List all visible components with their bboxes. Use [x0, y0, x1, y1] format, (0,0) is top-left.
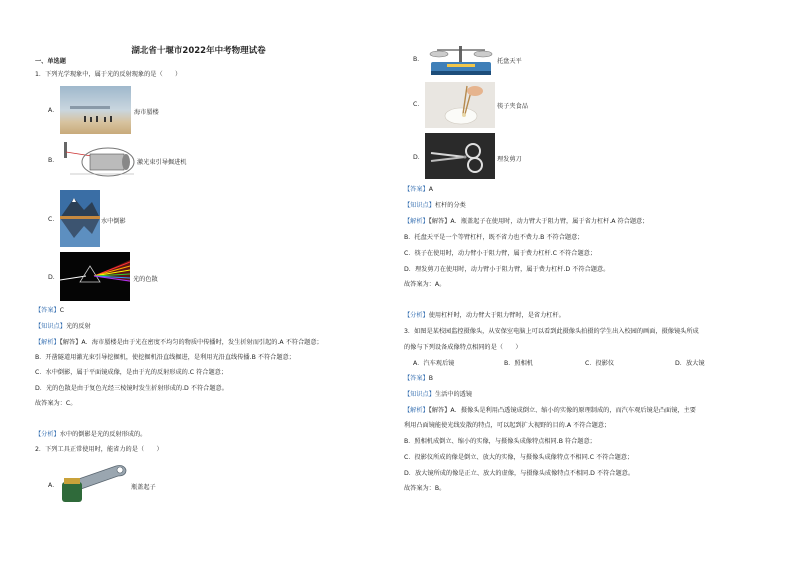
- q2-option-d-label: D．: [413, 154, 424, 161]
- mountain-reflection-icon: [60, 190, 100, 247]
- q2-final-answer: 故答案为：A。: [404, 281, 446, 288]
- q3-option-c: C．投影仪: [585, 360, 615, 367]
- q2-option-a-caption: 瓶盖起子: [131, 484, 156, 491]
- q2-option-b-caption: 托盘天平: [497, 58, 522, 65]
- page-title: 湖北省十堰市2022年中考物理试卷: [131, 46, 266, 56]
- q3-analysis-d: D．放大镜所成的像是正立、放大的虚像，与摄像头成像特点不相同.D 不符合题意。: [404, 470, 635, 477]
- q3-stem-line1: 3．如图是某校园监控摄像头，从安保室电脑上可以看到此摄像头拍摄的学生出入校园的画面，摄像镜头所成: [404, 328, 699, 335]
- q1-fenxi: 水中的倒影是光的反射形成的。: [59, 431, 147, 438]
- q1-option-d-caption: 光的色散: [133, 276, 158, 283]
- dispersion-image: [60, 252, 130, 301]
- q2-analysis-b: B．托盘天平是一个等臂杠杆，既不省力也不费力.B 不符合题意；: [404, 234, 584, 241]
- answer-tag: 【答案】: [404, 186, 429, 193]
- q3-final-answer: 故答案为：B。: [404, 485, 446, 492]
- q1-option-c-caption: 水中倒影: [101, 218, 126, 225]
- bottle-opener-image: [58, 460, 128, 502]
- q1-analysis-c: C．水中倒影，属于平面镜成像，是由于光的反射形成的.C 符合题意；: [35, 369, 228, 376]
- q2-option-d-caption: 理发剪刀: [497, 156, 522, 163]
- balance-image: [425, 40, 495, 78]
- chopsticks-image: [425, 82, 495, 128]
- q2-analysis-a: 【解答】A．瓶盖起子在使用时，动力臂大于阻力臂，属于省力杠杆.A 符合题意；: [428, 218, 649, 225]
- bottle-opener-icon: [58, 460, 128, 502]
- answer-tag: 【答案】: [404, 375, 429, 382]
- q1-option-c-label: C．: [48, 216, 59, 223]
- scissors-image: [425, 133, 495, 179]
- q1-option-a-label: A．: [48, 107, 59, 114]
- fenxi-tag: 【分析】: [404, 312, 429, 319]
- q2-option-a-label: A．: [48, 482, 59, 489]
- q2-option-c-caption: 筷子夹食品: [497, 103, 528, 110]
- reflection-image: [60, 190, 100, 247]
- laser-machine-image: [60, 140, 138, 182]
- q2-knowledge-point: 杠杆的分类: [434, 202, 466, 209]
- q1-option-a-caption: 海市蜃楼: [134, 109, 159, 116]
- q3-answer: B: [428, 375, 433, 382]
- q1-analysis-a: 【解答】A．海市蜃楼是由于光在密度不均匀的物质中传播时，发生折射而引起的.A 不符合题意；: [59, 339, 323, 346]
- analysis-tag: 【解析】: [404, 218, 429, 225]
- analysis-tag: 【解析】: [35, 339, 60, 346]
- prism-icon: [60, 252, 130, 301]
- q1-final-answer: 故答案为：C。: [35, 400, 77, 407]
- q3-analysis-c: C．投影仪所成的像是倒立、放大的实像，与摄像头成像特点不相同.C 不符合题意；: [404, 454, 634, 461]
- q3-analysis-a: 【解答】A．摄像头是利用凸透镜成倒立、缩小的实像的原理制成的，而汽车观后镜是凸面镜，主要: [428, 407, 696, 414]
- laser-tunnel-icon: [60, 140, 138, 182]
- analysis-tag: 【解析】: [404, 407, 429, 414]
- q1-knowledge-point: 光的反射: [65, 323, 91, 330]
- q3-option-d: D．放大镜: [675, 360, 705, 367]
- fenxi-tag: 【分析】: [35, 431, 60, 438]
- q1-option-d-label: D．: [48, 274, 59, 281]
- q2-answer: A: [428, 186, 433, 193]
- tray-balance-icon: [425, 40, 495, 78]
- q1-option-b-label: B．: [48, 157, 59, 164]
- q3-knowledge-point: 生活中的透镜: [434, 391, 473, 398]
- q2-option-c-label: C．: [413, 101, 424, 108]
- mirage-figures-icon: [60, 86, 131, 134]
- scissors-icon: [425, 133, 495, 179]
- q1-answer: C: [59, 307, 65, 314]
- q1-analysis-b: B．开凿隧道用激光束引导挖掘机，使挖掘机沿直线掘进，是利用光沿直线传播.B 不符合题意；: [35, 354, 295, 361]
- knowledge-point-tag: 【知识点】: [404, 202, 435, 209]
- knowledge-point-tag: 【知识点】: [35, 323, 66, 330]
- q2-analysis-c: C．筷子在使用时，动力臂小于阻力臂，属于费力杠杆.C 不符合题意；: [404, 250, 597, 257]
- q2-option-b-label: B．: [413, 56, 424, 63]
- q3-stem-line2: 的像与下列设备成像特点相同的是（ ）: [404, 344, 522, 351]
- chopsticks-icon: [425, 82, 495, 128]
- q2-fenxi: 使用杠杆时，动力臂大于阻力臂时，是省力杠杆。: [428, 312, 565, 319]
- q3-analysis-a-cont: 利用凸面镜能使光线发散的特点，可以起到扩大视野的目的.A 不符合题意；: [404, 422, 611, 429]
- q3-option-a: A．汽车观后镜: [413, 360, 455, 367]
- answer-tag: 【答案】: [35, 307, 60, 314]
- q2-stem: 2．下列工具正常使用时，能省力的是（ ）: [35, 446, 163, 453]
- q3-analysis-b: B．照相机成倒立、缩小的实像，与摄像头成像特点相同.B 符合题意；: [404, 438, 596, 445]
- q1-analysis-d: D．光的色散是由于复色光经三棱镜时发生折射形成的.D 不符合题意。: [35, 385, 228, 392]
- q2-analysis-d: D．理发剪刀在使用时，动力臂小于阻力臂，属于费力杠杆.D 不符合题意。: [404, 266, 610, 273]
- q1-option-b-caption: 激光束引导掘进机: [137, 159, 187, 166]
- q1-stem: 1．下列光学现象中，属于光的反射现象的是（ ）: [35, 71, 182, 78]
- knowledge-point-tag: 【知识点】: [404, 391, 435, 398]
- q3-option-b: B．照相机: [504, 360, 533, 367]
- mirage-image: [60, 86, 131, 134]
- section-heading: 一、单选题: [35, 58, 66, 65]
